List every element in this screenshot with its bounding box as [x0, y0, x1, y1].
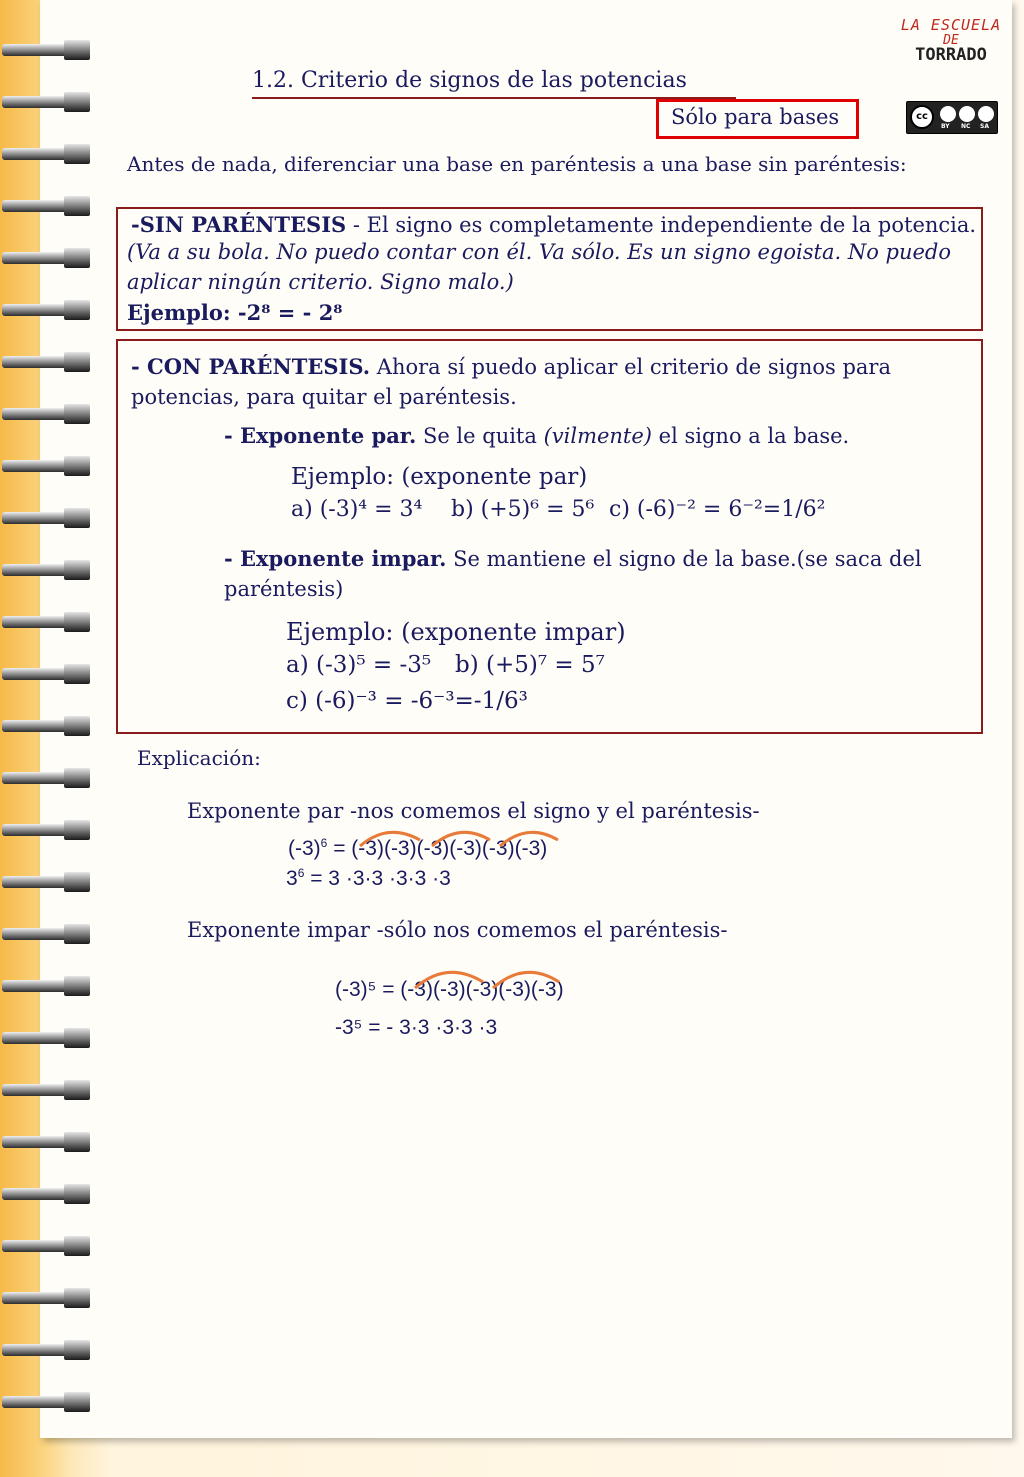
con-text1: Ahora sí puedo aplicar el criterio de signos para	[370, 355, 891, 379]
par-line	[224, 423, 849, 448]
con-text2: potencias, para quitar el paréntesis.	[131, 385, 517, 409]
sin-heading: -SIN PARÉNTESIS	[131, 212, 347, 237]
spiral-ring	[2, 1288, 90, 1308]
spiral-ring	[2, 196, 90, 216]
sin-example	[127, 300, 343, 325]
impar-line	[224, 546, 922, 571]
par-example-b: b) (+5)⁶ = 5⁶	[451, 497, 595, 522]
par-text1: Se le quita	[416, 424, 544, 448]
spiral-ring	[2, 664, 90, 684]
sin-heading-line	[131, 212, 976, 237]
spiral-ring	[2, 248, 90, 268]
exp-par-arcs	[350, 820, 570, 860]
impar-example-b: b) (+5)⁷ = 5⁷	[455, 652, 605, 678]
explicacion-label: Explicación:	[137, 746, 261, 770]
exp-par-expansion: = (-3)(-3)(-3)(-3)(-3)(-3)	[327, 837, 548, 860]
sin-example-label: Ejemplo:	[127, 300, 231, 325]
impar-example-title: Ejemplo: (exponente impar)	[286, 618, 626, 646]
sin-italic-1: (Va a su bola. No puedo contar con él. Va sólo. Es un signo egoista. No puedo	[127, 240, 951, 264]
spiral-ring	[2, 144, 90, 164]
spiral-ring	[2, 820, 90, 840]
sin-example-formula: -2⁸ = - 2⁸	[230, 300, 343, 325]
spiral-ring	[2, 560, 90, 580]
by-icon	[940, 106, 956, 122]
exp-par-title: Exponente par -nos comemos el signo y el paréntesis-	[187, 799, 760, 823]
spiral-ring	[2, 1392, 90, 1412]
cc-license-badge	[906, 101, 998, 134]
note-text: Sólo para bases	[671, 105, 840, 129]
spiral-ring	[2, 976, 90, 996]
sa-icon	[978, 106, 994, 122]
spiral-ring	[2, 716, 90, 736]
spiral-ring	[2, 1184, 90, 1204]
spiral-ring	[2, 1340, 90, 1360]
exp-impar-line2: -3⁵ = - 3·3 ·3·3 ·3	[335, 1016, 498, 1039]
spiral-ring	[2, 872, 90, 892]
impar-example-a: a) (-3)⁵ = -3⁵	[286, 652, 432, 678]
spiral-ring	[2, 404, 90, 424]
exp-par-result: = 3 ·3·3 ·3·3 ·3	[304, 867, 451, 890]
license-tag-nc: NC	[961, 123, 971, 130]
exp-impar-arcs	[405, 960, 575, 1000]
sin-text: - El signo es completamente independiente de la potencia.	[346, 213, 977, 237]
spiral-ring	[2, 40, 90, 60]
nc-icon	[959, 106, 975, 122]
spiral-ring	[2, 768, 90, 788]
license-tag-sa: SA	[980, 123, 989, 130]
logo-line1: LA ESCUELA	[900, 16, 1002, 34]
spiral-binding	[0, 40, 100, 1420]
par-example-a: a) (-3)⁴ = 3⁴	[291, 497, 423, 522]
license-tag-by: BY	[941, 123, 950, 130]
spiral-ring	[2, 300, 90, 320]
exp-par-line2	[286, 866, 451, 891]
exp-impar-title: Exponente impar -sólo nos comemos el paréntesis-	[187, 918, 728, 942]
spiral-ring	[2, 456, 90, 476]
impar-text1: Se mantiene el signo de la base.(se saca del	[446, 547, 922, 571]
spiral-ring	[2, 1236, 90, 1256]
par-italic: (vilmente)	[543, 424, 652, 448]
exp-par-exp: 6	[320, 836, 328, 850]
par-heading: - Exponente par.	[224, 423, 417, 448]
spiral-ring	[2, 924, 90, 944]
exp-par-result-base: 3	[286, 867, 298, 890]
cc-icon: cc	[910, 105, 934, 129]
impar-heading: - Exponente impar.	[224, 546, 447, 571]
spiral-ring	[2, 1080, 90, 1100]
spiral-ring	[2, 1028, 90, 1048]
exp-impar-line1: (-3)⁵ = (-3)(-3)(-3)(-3)(-3)	[335, 978, 564, 1001]
impar-text2: paréntesis)	[224, 577, 344, 601]
spiral-ring	[2, 508, 90, 528]
intro-text: Antes de nada, diferenciar una base en paréntesis a una base sin paréntesis:	[127, 152, 907, 176]
par-text2: el signo a la base.	[652, 424, 850, 448]
exp-par-result-exp: 6	[297, 866, 305, 880]
impar-example-c: c) (-6)⁻³ = -6⁻³=-1/6³	[286, 688, 528, 714]
par-example-title: Ejemplo: (exponente par)	[291, 464, 588, 490]
logo-line3: TORRADO	[915, 45, 987, 65]
page-title: 1.2. Criterio de signos de las potencias	[252, 68, 687, 93]
logo-line2: DE	[943, 33, 959, 48]
con-heading: - CON PARÉNTESIS.	[131, 354, 371, 379]
sin-italic-2: aplicar ningún criterio. Signo malo.)	[127, 270, 514, 294]
con-heading-line	[131, 354, 891, 379]
exp-par-base: (-3)	[288, 837, 321, 860]
par-example-c: c) (-6)⁻² = 6⁻²=1/6²	[609, 497, 826, 522]
spiral-ring	[2, 612, 90, 632]
spiral-ring	[2, 352, 90, 372]
spiral-ring	[2, 1132, 90, 1152]
logo	[896, 16, 1006, 65]
spiral-ring	[2, 92, 90, 112]
